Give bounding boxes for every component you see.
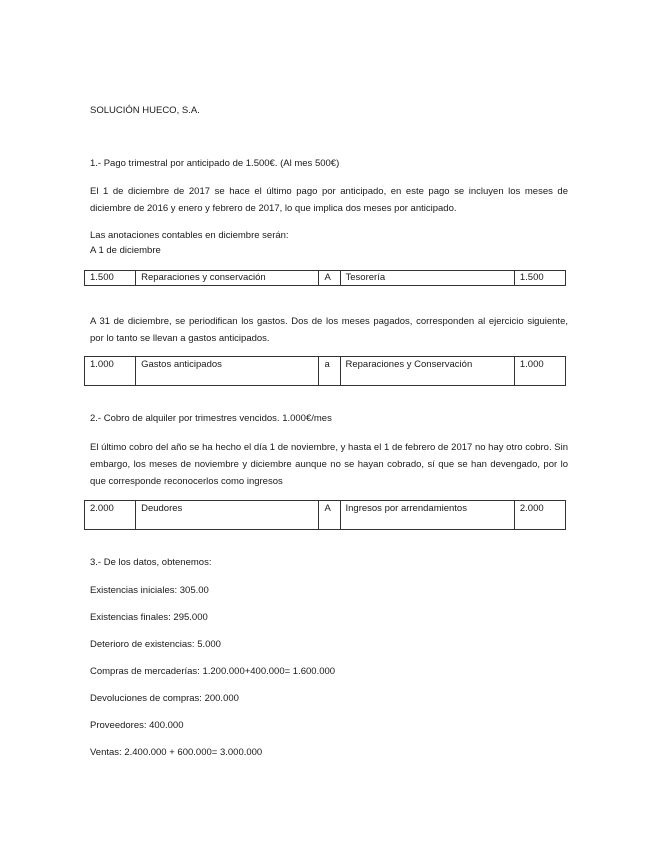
connector: a <box>319 357 340 386</box>
table-row <box>85 357 566 386</box>
section-2-heading: 2.- Cobro de alquiler por trimestres vencidos. 1.000€/mes <box>90 413 332 424</box>
journal-entry-2 <box>84 356 566 386</box>
debit-account: Gastos anticipados <box>136 357 319 386</box>
debit-account: Deudores <box>136 501 319 530</box>
list-item: Existencias finales: 295.000 <box>90 612 208 623</box>
credit-account: Ingresos por arrendamientos <box>340 501 514 530</box>
credit-amount: 1.000 <box>514 357 565 386</box>
list-item: Compras de mercaderías: 1.200.000+400.000= 1.600.000 <box>90 666 336 677</box>
credit-account: Reparaciones y Conservación <box>340 357 514 386</box>
section-1-paragraph: El 1 de diciembre de 2017 se hace el último pago por anticipado, en este pago se incluyen los meses de diciembre de 2016 y enero y febrero de 2017, lo que implica dos meses por anticipado. <box>90 186 568 214</box>
list-item: Proveedores: 400.000 <box>90 720 184 731</box>
journal-entry-3 <box>84 500 566 530</box>
table-row <box>85 501 566 530</box>
debit-amount: 1.000 <box>85 357 136 386</box>
debit-amount: 2.000 <box>85 501 136 530</box>
credit-amount: 1.500 <box>514 271 565 286</box>
section-1-paragraph-2: A 31 de diciembre, se periodifican los gastos. Dos de los meses pagados, corresponden al ejercicio siguiente, por lo tanto se llevan a gastos anticipados. <box>90 316 568 344</box>
list-item: Existencias iniciales: 305.00 <box>90 585 209 596</box>
table-row <box>85 271 566 286</box>
list-item: Devoluciones de compras: 200.000 <box>90 693 239 704</box>
debit-amount: 1.500 <box>85 271 136 286</box>
section-1-intro-line-1: Las anotaciones contables en diciembre serán: <box>90 230 289 241</box>
section-1-heading: 1.- Pago trimestral por anticipado de 1.500€. (Al mes 500€) <box>90 158 340 169</box>
journal-entry-1 <box>84 270 566 286</box>
section-3-heading: 3.- De los datos, obtenemos: <box>90 557 212 568</box>
connector: A <box>319 271 340 286</box>
section-2-paragraph: El último cobro del año se ha hecho el día 1 de noviembre, y hasta el 1 de febrero de 2017 no hay otro cobro. Sin embargo, los meses de noviembre y diciembre aunque no se hayan cobrado, sí que se han devengado, por lo que corresponde reconocerlos como ingresos <box>90 442 568 487</box>
list-item: Ventas: 2.400.000 + 600.000= 3.000.000 <box>90 747 263 758</box>
debit-account: Reparaciones y conservación <box>136 271 319 286</box>
list-item: Deterioro de existencias: 5.000 <box>90 639 221 650</box>
credit-account: Tesorería <box>340 271 514 286</box>
connector: A <box>319 501 340 530</box>
document-title: SOLUCIÓN HUECO, S.A. <box>90 105 200 116</box>
section-1-intro-line-2: A 1 de diciembre <box>90 245 161 256</box>
credit-amount: 2.000 <box>514 501 565 530</box>
